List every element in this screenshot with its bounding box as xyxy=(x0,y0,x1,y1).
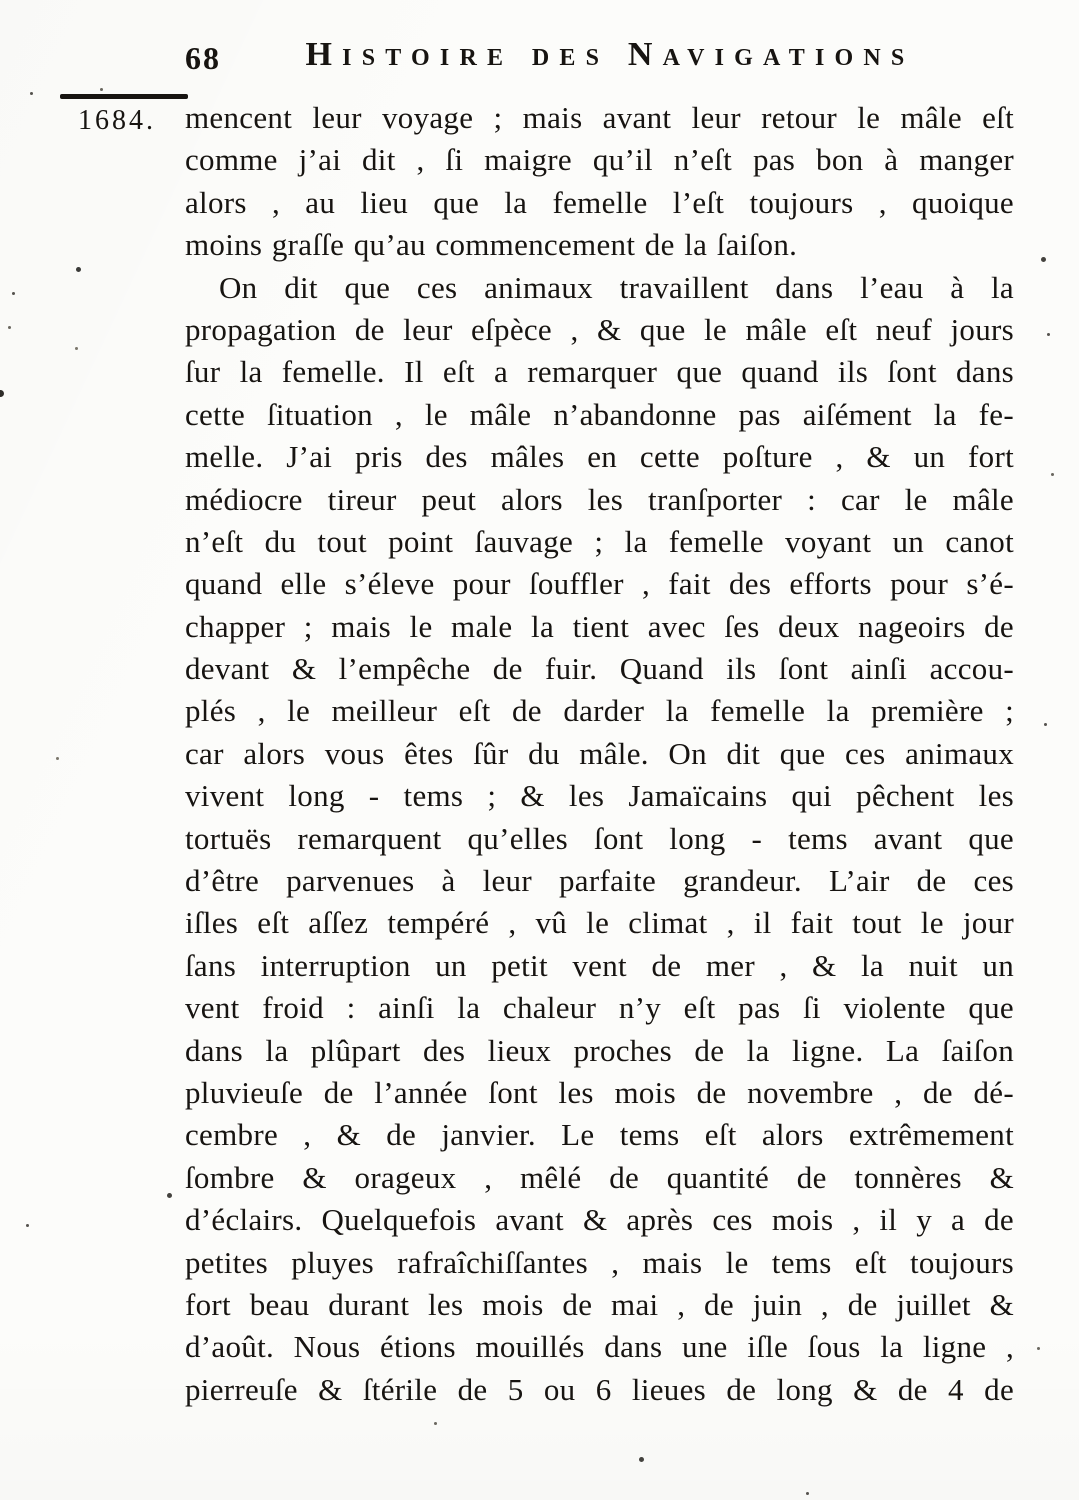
text-line: moins graſſe qu’au commencement de la ſaiſon. xyxy=(185,227,798,263)
text-line: médiocre tireur peut alors les tranſporter : car le mâle xyxy=(185,481,1014,517)
text-line: comme j’ai dit , ſi maigre qu’il n’eſt pas bon à manger xyxy=(185,142,1014,178)
text-line: mencent leur voyage ; mais avant leur retour le mâle eſt xyxy=(185,100,1014,135)
text-line: d’être parvenues à leur parfaite grandeur. L’air de ces xyxy=(185,863,1014,899)
text-line: cette ſituation , le mâle n’abandonne pas aiſément la fe- xyxy=(185,396,1014,432)
text-line: vent froid : ainſi la chaleur n’y eſt pas ſi violente que xyxy=(185,990,1014,1026)
text-line: chapper ; mais le male la tient avec ſes deux nageoirs de xyxy=(185,608,1014,644)
text-line: pluvieuſe de l’année ſont les mois de novembre , de dé- xyxy=(185,1074,1014,1110)
text-line: fort beau durant les mois de mai , de juin , de juillet & xyxy=(185,1286,1014,1322)
body-text xyxy=(185,97,1014,1411)
margin-rule xyxy=(60,94,188,99)
text-line: dans la plûpart des lieux proches de la ligne. La ſaiſon xyxy=(185,1032,1014,1068)
running-title: Histoire des Navigations xyxy=(305,36,915,73)
text-line: ſans interruption un petit vent de mer , & la nuit un xyxy=(185,947,1014,983)
text-line: pierreuſe & ſtérile de 5 ou 6 lieues de long & de 4 de xyxy=(185,1371,1014,1407)
text-line: vivent long - tems ; & les Jamaïcains qui pêchent les xyxy=(185,778,1014,814)
text-line: d’éclairs. Quelquefois avant & après ces mois , il y a de xyxy=(185,1202,1014,1238)
text-line: quand elle s’éleve pour ſouffler , fait des efforts pour s’é- xyxy=(185,566,1014,602)
text-line: car alors vous êtes ſûr du mâle. On dit que ces animaux xyxy=(185,735,1014,771)
text-line: plés , le meilleur eſt de darder la femelle la première ; xyxy=(185,693,1014,729)
text-line: n’eſt du tout point ſauvage ; la femelle voyant un canot xyxy=(185,523,1014,559)
text-line: On dit que ces animaux travaillent dans l’eau à la xyxy=(219,269,1014,305)
text-line: propagation de leur eſpèce , & que le mâle eſt neuf jours xyxy=(185,311,1014,347)
text-line: petites pluyes rafraîchiſſantes , mais le tems eſt toujours xyxy=(185,1244,1014,1280)
page-number: 68 xyxy=(185,40,221,76)
text-line: tortuës remarquent qu’elles ſont long - tems avant que xyxy=(185,820,1014,856)
text-line: ſombre & orageux , mêlé de quantité de tonnères & xyxy=(185,1159,1014,1195)
text-line: melle. J’ai pris des mâles en cette poſture , & un fort xyxy=(185,439,1014,475)
text-line: ſur la femelle. Il eſt a remarquer que quand ils ſont dans xyxy=(185,354,1014,390)
text-line: cembre , & de janvier. Le tems eſt alors extrêmement xyxy=(185,1117,1014,1153)
text-line: iſles eſt aſſez tempéré , vû le climat , il fait tout le jour xyxy=(185,905,1014,941)
text-line: alors , au lieu que la femelle l’eſt toujours , quoique xyxy=(185,184,1014,220)
scan-noise xyxy=(0,0,3,3)
text-line: d’août. Nous étions mouillés dans une iſle ſous la ligne , xyxy=(185,1329,1014,1365)
text-line: devant & l’empêche de fuir. Quand ils ſont ainſi accou- xyxy=(185,651,1014,687)
page-header xyxy=(185,36,1015,84)
margin-year: 1684. xyxy=(78,105,156,136)
